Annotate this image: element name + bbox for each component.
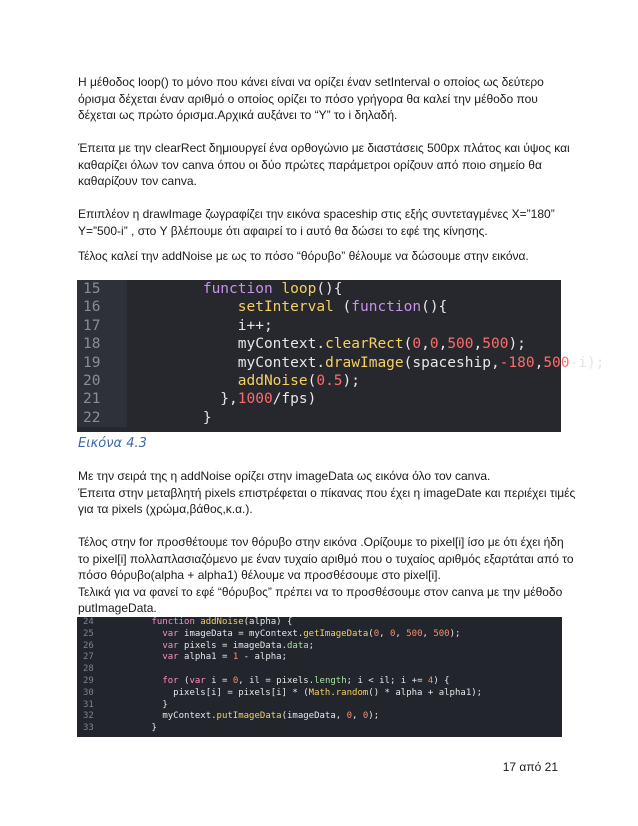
code-token: );	[368, 711, 380, 722]
code-line	[77, 372, 561, 390]
code-text	[113, 629, 460, 641]
code-token: 1000	[237, 391, 273, 408]
code-line	[77, 711, 562, 723]
code-line	[77, 409, 561, 427]
paragraph-drawimage-description	[78, 206, 570, 239]
code-text	[127, 390, 316, 408]
code-text	[113, 688, 482, 700]
code-token: 500	[433, 628, 450, 639]
code-token: ,	[379, 628, 390, 639]
code-token: addNoise	[133, 372, 308, 389]
code-token: loop	[281, 281, 317, 297]
line-number: 32	[83, 711, 94, 722]
line-number: 31	[83, 699, 94, 710]
code-token: ; i < il; i +=	[346, 675, 428, 686]
code-line	[77, 700, 562, 712]
line-number: 21	[77, 390, 127, 408]
code-text	[127, 354, 604, 372]
code-token: var	[119, 628, 185, 639]
line-number: 15	[77, 280, 127, 298]
code-token: length	[314, 675, 347, 686]
line-number: 28	[83, 664, 94, 675]
text-line: Έπειτα με την clearRect δημιουργεί ένα ορθογώνιο με διαστάσεις 500px πλάτος και ύψος και	[78, 141, 570, 155]
code-token: , il = pixels.	[238, 675, 315, 686]
line-number: 22	[77, 409, 127, 427]
code-token: 0	[346, 711, 353, 722]
code-token: 500	[406, 628, 423, 639]
code-token: }	[133, 409, 212, 426]
code-token: var	[119, 652, 185, 663]
code-token: (){	[316, 281, 343, 297]
code-token: }	[119, 699, 168, 710]
code-text	[113, 700, 168, 712]
code-token: function	[351, 299, 422, 316]
line-number: 20	[77, 372, 127, 390]
code-token: random	[335, 687, 369, 698]
code-token: 0	[389, 628, 396, 639]
text-line: για τα pixels (χρώμα,βάθος,κ.α.).	[78, 502, 253, 516]
text-line: Τελικά για να φανεί το εφέ “θόρυβος” πρέπει να το προσθέσουμε στον canva με την μέθοδο	[78, 584, 563, 599]
code-token: function	[133, 281, 282, 297]
code-text	[113, 664, 119, 676]
code-token: var	[119, 640, 185, 651]
code-token: for	[119, 675, 185, 686]
line-number: 19	[77, 354, 127, 372]
code-text	[113, 652, 287, 664]
code-token: clearRect	[325, 336, 404, 353]
code-text	[127, 335, 526, 353]
code-token: 0	[362, 711, 369, 722]
code-token: pixels[i] = pixels[i] * (	[119, 687, 309, 698]
line-number: 29	[83, 675, 94, 686]
code-text	[127, 409, 212, 427]
code-text	[127, 280, 343, 298]
code-token: ;	[308, 640, 315, 651]
text-line: πόσο θόρυβο(alpha + alpha1) θέλουμε να προσθέσουμε στο pixel[i].	[78, 568, 441, 582]
code-token: pixels = imageData.	[184, 640, 287, 651]
code-token: 500	[543, 354, 570, 371]
code-token: (){	[421, 299, 448, 316]
code-line	[77, 298, 561, 316]
code-token: addNoise	[200, 617, 244, 627]
code-token: 0	[412, 336, 422, 353]
code-text	[113, 711, 379, 723]
code-token: 500	[447, 336, 474, 353]
text-line: Τέλος στην for προσθέτουμε τον θόρυβο στην εικόνα .Ορίζουμε το pixel[i] ίσο με ότι έχει ήδη	[78, 535, 564, 549]
code-token: i++;	[133, 317, 273, 334]
code-token: 4	[427, 675, 434, 686]
line-number: 25	[83, 628, 94, 639]
line-number: 18	[77, 335, 127, 353]
line-number: 27	[83, 652, 94, 663]
paragraph-addnoise-call	[78, 248, 570, 265]
figure-caption: Εικόνα 4.3	[78, 436, 147, 451]
text-line: όρισμα δέχεται έναν αριθμό ο οποίος ορίζει το πόσο γρήγορα θα καλεί την μέθοδο που	[78, 91, 538, 106]
code-token: var	[189, 675, 212, 686]
code-token: Math	[308, 687, 331, 698]
code-token: imageData = myContext.	[184, 628, 304, 639]
code-line	[77, 617, 562, 629]
text-line: Έπειτα στην μεταβλητή pixels επιστρέφεται ο πίκανας που έχει η imageDate και περιέχει τιμές	[78, 485, 576, 500]
code-token: .	[330, 687, 336, 698]
code-token: ,	[352, 711, 363, 722]
code-text	[127, 317, 273, 335]
code-token: data	[286, 640, 309, 651]
paragraph-for-loop-description	[78, 534, 574, 617]
code-token: 0	[429, 336, 439, 353]
code-token: 0	[373, 628, 380, 639]
line-number: 16	[77, 298, 127, 316]
code-text	[113, 617, 292, 629]
paragraph-imagedata-description	[78, 468, 576, 518]
code-token: ,	[473, 336, 483, 353]
code-token: );	[508, 336, 526, 353]
code-line	[77, 280, 561, 298]
code-token: myContext.	[119, 711, 217, 722]
code-token: }	[119, 723, 157, 734]
code-token: 500	[482, 336, 509, 353]
code-token: );	[342, 372, 361, 389]
page-number: 17 από 21	[502, 760, 558, 774]
text-line: Τέλος καλεί την addNoise με ως το πόσο “θόρυβο” θέλουμε να δώσουμε στην εικόνα.	[78, 249, 529, 263]
code-line	[77, 676, 562, 688]
text-line: καθαρίζουν τον canva.	[78, 174, 197, 188]
code-token: alpha1 =	[184, 652, 233, 663]
code-token: 1	[232, 652, 239, 663]
code-token: 0	[232, 675, 239, 686]
code-text	[113, 641, 314, 653]
code-token: getImageData	[303, 628, 369, 639]
text-line: putImageData.	[78, 601, 157, 615]
code-token: ,	[422, 628, 434, 639]
code-token: ,	[534, 354, 544, 371]
code-token: (imageData,	[281, 711, 347, 722]
code-token: (spaceship,	[403, 354, 500, 371]
code-token: ) {	[433, 675, 450, 686]
line-number: 33	[83, 723, 94, 734]
code-line	[77, 390, 561, 408]
code-token: (	[403, 336, 413, 353]
code-line	[77, 354, 605, 372]
text-line: Με την σειρά της η addNoise ορίζει στην imageData ως εικόνα όλο τον canva.	[78, 469, 491, 483]
paragraph-clearrect-description	[78, 140, 570, 190]
text-line: Επιπλέον η drawImage ζωγραφίζει την εικόνα spaceship στις εξής συντεταγμένες X=”180”	[78, 207, 555, 221]
line-number: 24	[83, 617, 94, 627]
text-line: Y=”500-i” , στο Y βλέπουμε ότι αφαιρεί το i αυτό θα δώσει το εφέ της κίνησης.	[78, 223, 488, 238]
line-number: 17	[77, 317, 127, 335]
code-token: - alpha;	[238, 652, 288, 663]
text-line: Η μέθοδος loop() το μόνο που κάνει είναι να ορίζει έναν setInterval ο οποίος ως δεύτερο	[78, 75, 544, 89]
line-number: 30	[83, 687, 94, 698]
code-line	[77, 664, 562, 676]
code-text	[127, 372, 360, 390]
code-token: ,	[421, 336, 430, 353]
code-token: setInterval	[133, 299, 343, 316]
code-token: ,	[395, 628, 407, 639]
code-line	[77, 688, 562, 700]
code-line	[77, 723, 562, 735]
code-token: 0.5	[316, 372, 343, 389]
code-token: myContext.	[133, 354, 326, 371]
code-screenshot-loop	[77, 280, 605, 432]
line-number: 26	[83, 640, 94, 651]
code-screenshot-addnoise	[77, 617, 562, 737]
code-line	[77, 335, 561, 353]
text-line: καθαρίζει όλων τον canva όπου οι δύο πρώτες παράμετροι ορίζουν από ποιο σημείο θα	[78, 157, 542, 172]
code-token: );	[449, 628, 461, 639]
code-token: (	[184, 675, 190, 686]
code-line	[77, 317, 561, 335]
code-line	[77, 652, 562, 664]
code-line	[77, 629, 562, 641]
code-token: (	[307, 372, 317, 389]
code-token: drawImage	[325, 354, 404, 371]
code-token: function	[119, 617, 201, 627]
code-token: ,	[438, 336, 448, 353]
code-token: (	[368, 628, 374, 639]
code-token: (	[342, 299, 352, 316]
code-token: myContext.	[133, 336, 326, 353]
code-token: () * alpha + alpha1);	[368, 687, 483, 698]
code-text	[127, 298, 447, 316]
code-token: },	[133, 391, 238, 408]
text-line: δέχεται ως πρώτο όρισμα.Αρχικά αυξάνει το “Y” το i δηλαδή.	[78, 108, 398, 122]
code-line	[77, 641, 562, 653]
text-line: το pixel[i] πολλαπλασιαζόμενο με έναν τυχαίο αριθμό που ο τυχαίος αριθμός εξαρτάται από το	[78, 551, 574, 566]
code-token: -180	[499, 354, 535, 371]
code-token: -i);	[569, 354, 605, 371]
paragraph-loop-description	[78, 74, 570, 124]
code-token: (alpha) {	[243, 617, 293, 627]
code-text	[113, 676, 450, 688]
code-token: putImageData	[216, 711, 282, 722]
code-token: /fps)	[272, 391, 317, 408]
code-token: i =	[211, 675, 233, 686]
code-text	[113, 723, 157, 735]
